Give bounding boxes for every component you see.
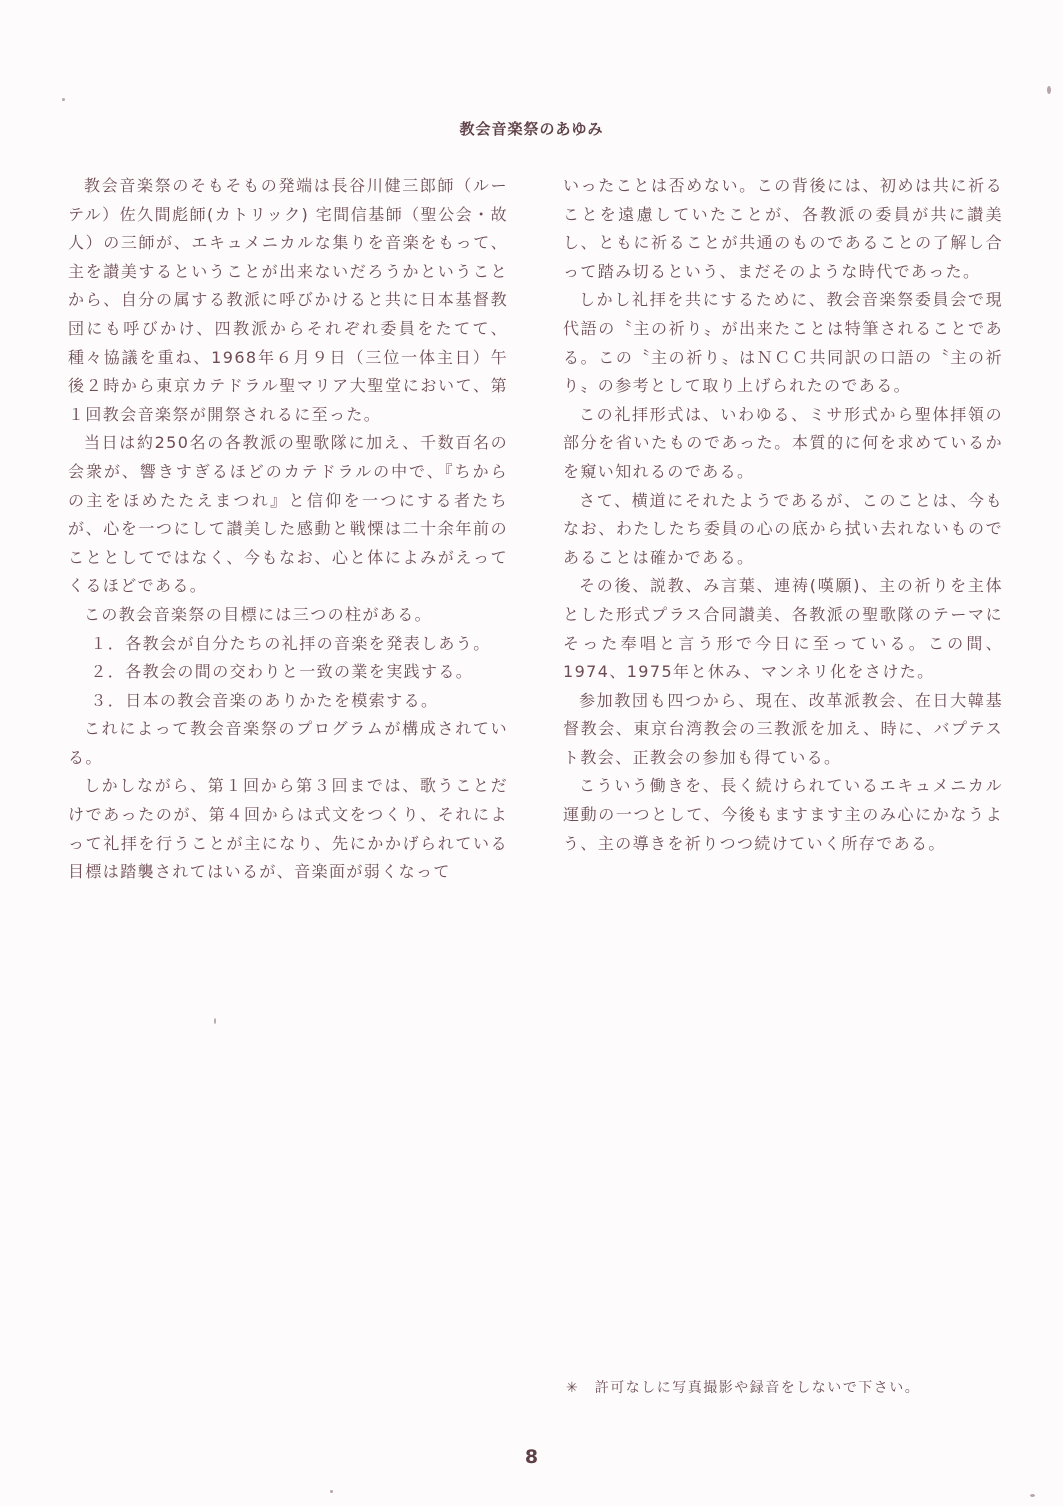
paragraph: しかし礼拝を共にするために、教会音楽祭委員会で現代語の〝主の祈り〟が出来たことは特筆されることである。この〝主の祈り〟はＮＣＣ共同訳の口語の〝主の祈り〟の参考として取り上げられたのである。 [563,290,1003,396]
scan-speck [1047,86,1051,94]
paragraph: その後、説教、み言葉、連祷(嘆願)、主の祈りを主体とした形式プラス合同讃美、各教派の聖歌隊のテーマにそった奉唱と言う形で今日に至っている。この間、1974、1975年と休み、マンネリ化をさけた。 [563,576,1003,682]
page-number: 8 [524,1446,539,1468]
paragraph: この教会音楽祭の目標には三つの柱がある。 [84,604,433,624]
paragraph: この礼拝形式は、いわゆる、ミサ形式から聖体拝領の部分を省いたものであった。本質的に何を求めているかを窺い知れるのである。 [563,404,1003,481]
paragraph: 参加教団も四つから、現在、改革派教会、在日大韓基督教会、東京台湾教会の三教派を加え、時に、バプテスト教会、正教会の参加も得ている。 [563,690,1003,767]
scan-speck [62,98,65,101]
paragraph: しかしながら、第１回から第３回までは、歌うことだけであったのが、第４回からは式文をつくり、それによって礼拝を行うことが主になり、先にかかげられている目標は踏襲されてはいるが、音楽面が弱くなって [68,776,508,882]
goal-item: ２．各教会の間の交わりと一致の業を実践する。 [90,662,474,682]
article-title: 教会音楽祭のあゆみ [459,120,604,138]
right-column [563,172,1003,858]
paragraph: 当日は約250名の各教派の聖歌隊に加え、千数百名の会衆が、響きすぎるほどのカテドラルの中で、『ちからの主をほめたたえまつれ』と信仰を一つにする者たちが、心を一つにして讃美した感動と戦慄は二十余年前のこととしてではなく、今もなお、心と体によみがえってくるほどである。 [68,433,508,596]
scan-speck [330,1490,333,1493]
goal-item: ３．日本の教会音楽のありかたを模索する。 [90,690,439,710]
left-column [68,172,508,887]
photo-recording-notice: ✳ 許可なしに写真撮影や録音をしないで下さい。 [566,1380,921,1396]
scan-speck [214,1018,216,1024]
paragraph: いったことは否めない。この背後には、初めは共に祈ることを遠慮していたことが、各教派の委員が共に讃美し、ともに祈ることが共通のものであることの了解し合って踏み切るという、まだそのような時代であった。 [563,176,1003,281]
paragraph: こういう働きを、長く続けられているエキュメニカル運動の一つとして、今後もますます主のみ心にかなうよう、主の導きを祈りつつ続けていく所存である。 [563,776,1003,853]
paragraph: これによって教会音楽祭のプログラムが構成されている。 [68,719,508,767]
paragraph: さて、横道にそれたようであるが、このことは、今もなお、わたしたち委員の心の底から拭い去れないものであることは確かである。 [563,490,1003,567]
paragraph: 教会音楽祭のそもそもの発端は長谷川健三郎師（ルーテル）佐久間彪師(カトリック) 宅間信基師（聖公会・故人）の三師が、エキュメニカルな集りを音楽をもって、主を讃美するということが出来ないだろうかということから、自分の属する教派に呼びかけると共に日本基督教団にも呼びかけ、四教派からそれぞれ委員をたてて、種々協議を重ね、1968年６月９日（三位一体主日）午後２時から東京カテドラル聖マリア大聖堂において、第１回教会音楽祭が開祭されるに至った。 [68,176,508,424]
scan-speck [1030,1494,1035,1497]
goal-item: １．各教会が自分たちの礼拝の音楽を発表しあう。 [90,633,491,653]
